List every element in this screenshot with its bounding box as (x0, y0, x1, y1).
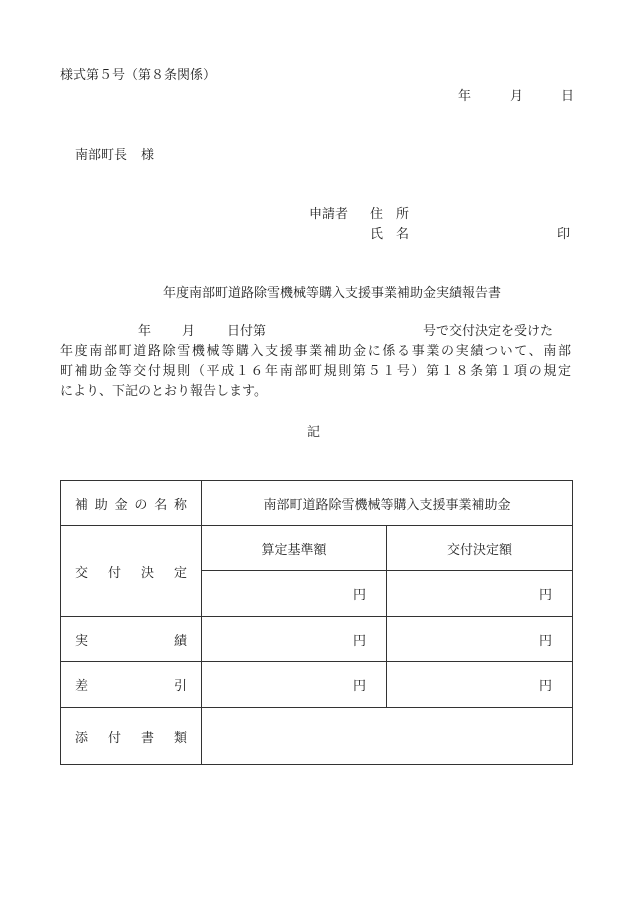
applicant-address-label: 住 所 (370, 207, 410, 222)
date-day: 日 (561, 89, 575, 104)
ki-heading: 記 (307, 425, 321, 440)
date-year: 年 (458, 89, 472, 104)
addressee-name: 南部町長 (75, 148, 128, 163)
applicant-name-label: 氏 名 (370, 227, 410, 242)
difference-label: 差引 (61, 662, 202, 708)
grant-decision-yen: 円 (387, 571, 573, 617)
body-line-2: 町補助金等交付規則（平成１６年南部町規則第５１号）第１８条第１項の規定 (60, 364, 571, 379)
seal-mark: 印 (557, 227, 571, 242)
body-year: 年 (138, 324, 152, 339)
grant-decision-header: 交付決定額 (387, 526, 573, 571)
applicant-role: 申請者 (309, 207, 349, 222)
table-row (61, 662, 573, 708)
table-row (61, 481, 573, 526)
body-line-3: により、下記のとおり報告します。 (60, 384, 267, 399)
addressee-honorific: 様 (141, 148, 155, 163)
form-number: 様式第５号（第８条関係） (60, 68, 217, 83)
grant-decision-label: 交付決定 (61, 526, 202, 617)
subsidy-name-label: 補助金の名称 (61, 481, 202, 526)
attachments-label: 添付書類 (61, 708, 202, 765)
date-month: 月 (510, 89, 524, 104)
body-rest: 号で交付決定を受けた (423, 324, 554, 339)
document-title: 年度南部町道路除雪機械等購入支援事業補助金実績報告書 (163, 286, 502, 301)
result-calc-yen: 円 (202, 617, 387, 662)
body-date-no: 日付第 (227, 324, 267, 339)
body-line-1: 年度南部町道路除雪機械等購入支援事業補助金に係る事業の実績ついて、南部 (60, 344, 571, 359)
addressee (75, 148, 154, 164)
calc-basis-header: 算定基準額 (202, 526, 387, 571)
report-table (60, 480, 573, 765)
attachments-value (202, 708, 573, 765)
table-row (61, 526, 573, 571)
result-label: 実績 (61, 617, 202, 662)
table-row (61, 617, 573, 662)
result-grant-yen: 円 (387, 617, 573, 662)
body-month: 月 (182, 324, 196, 339)
body-first-line (60, 324, 571, 340)
difference-grant-yen: 円 (387, 662, 573, 708)
table-row (61, 708, 573, 765)
difference-calc-yen: 円 (202, 662, 387, 708)
subsidy-name-value: 南部町道路除雪機械等購入支援事業補助金 (202, 481, 573, 526)
calc-basis-yen: 円 (202, 571, 387, 617)
